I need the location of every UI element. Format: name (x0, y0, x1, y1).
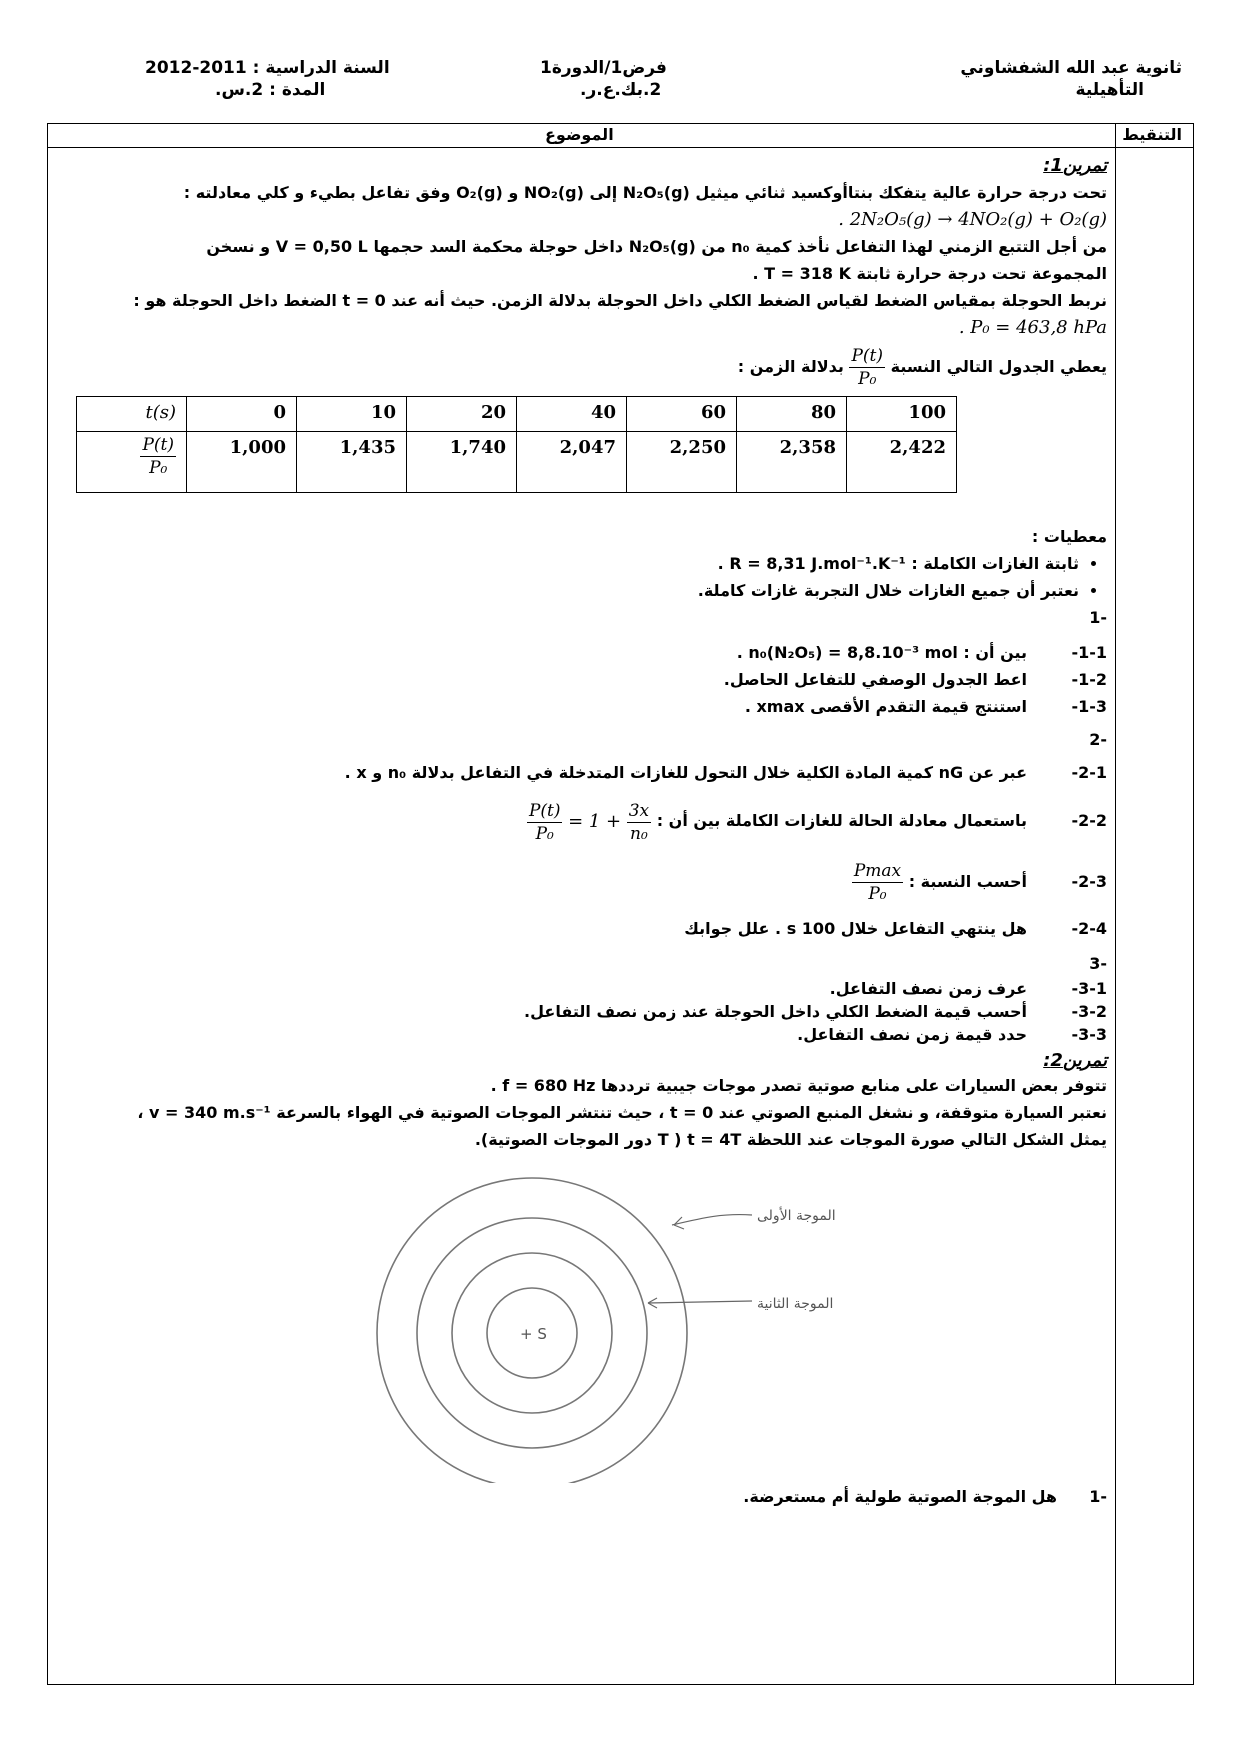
table-cell-ratio: 2,250 (627, 432, 737, 493)
table-cell-time: 0 (187, 397, 297, 432)
question-2-1: 2-1- عبر عن nG كمية المادة الكلية خلال التحول للغازات المتدخلة في التفاعل بدلالة n₀ و x . (344, 763, 1107, 782)
table-cell-ratio: 1,435 (297, 432, 407, 493)
ratio-fraction: $\frac{P(t)}{\text{P₀}}$ (851, 346, 884, 389)
question-2-2: 2-2- باستعمال معادلة الحالة للغازات الكاملة بين أن : $\frac{P(t)}{\text{P₀}}$ = 1 + $\frac{3x}{\text{n₀}}$ (52, 796, 1107, 847)
second-wave-pointer (648, 1301, 752, 1303)
state-equation-result: $\frac{P(t)}{\text{P₀}}$ = 1 + $\frac{3x}{\text{n₀}}$ (528, 800, 650, 844)
school-suffix: التأهيلية (1075, 80, 1144, 100)
question-3-3: 3-3- حدد قيمة زمن نصف التفاعل. (797, 1024, 1107, 1044)
initial-pressure: . P₀ = 463,8 hPa (958, 317, 1107, 338)
second-wave-label: الموجة الثانية (757, 1295, 834, 1312)
wavefront-figure (52, 1153, 1107, 1483)
header-row-divider (47, 147, 1193, 148)
exam-duration: المدة : 2.س. (215, 80, 326, 100)
first-wave-pointer (672, 1214, 752, 1224)
table-cell-ratio: 2,422 (847, 432, 957, 493)
exercise2-question-1: -1 هل الموجة الصوتية طولية أم مستعرضة. (743, 1486, 1107, 1506)
exercise1-pressure-intro: نربط الحوجلة بمقياس الضغط لقياس الضغط الكلي داخل الحوجلة بدلالة الزمن. حيث أنه عند t = 0 الضغط داخل الحوجلة هو : (133, 291, 1107, 310)
table-intro: يعطي الجدول التالي النسبة $\frac{P(t)}{\text{P₀}}$ بدلالة الزمن : (737, 346, 1107, 389)
exercise1-temperature: المجموعة تحت درجة حرارة ثابتة T = 318 K . (752, 264, 1107, 283)
exam-title: فرض1/الدورة1 (540, 58, 667, 78)
exercise1-intro: تحت درجة حرارة عالية يتفكك بنتاأوكسيد ثنائي ميثيل N₂O₅(g) إلى NO₂(g) و O₂(g) وفق تفاعل بطيء و كلي معادلته : (183, 183, 1107, 202)
exercise2-intro: تتوفر بعض السيارات على منابع صوتية تصدر موجات جيبية ترددها f = 680 Hz . (490, 1075, 1107, 1095)
table-header-time: t(s) (77, 397, 187, 432)
table-cell-ratio: 2,358 (737, 432, 847, 493)
table-cell-time: 40 (517, 397, 627, 432)
exercise1-setup: من أجل التتبع الزمني لهذا التفاعل نأخذ كمية n₀ من N₂O₅(g) داخل حوجلة محكمة السد حجمها V = 0,50 L و نسخن (206, 237, 1107, 256)
first-wave-label: الموجة الأولى (757, 1207, 836, 1224)
wavefront-diagram (52, 1153, 1107, 1483)
question-1-1: 1-1- بين أن : n₀(N₂O₅) = 8,8.10⁻³ mol . (736, 643, 1107, 662)
exercise2-setup: نعتبر السيارة متوقفة، و نشغل المنبع الصوتي عند t = 0 ، حيث تنتشر الموجات الصوتية في الهواء بالسرعة v = 340 m.s⁻¹ ، (137, 1102, 1107, 1122)
grading-column-header: التنقيط (1122, 125, 1182, 144)
table-cell-time: 20 (407, 397, 517, 432)
exercise1-title: تمرين1: (1043, 155, 1107, 176)
exercise2-figure-intro: يمثل الشكل التالي صورة الموجات عند اللحظة t = 4T ( T دور الموجات الصوتية). (474, 1129, 1107, 1149)
reaction-equation: . 2N₂O₅(g) → 4NO₂(g) + O₂(g) (838, 209, 1107, 230)
exercise2-title: تمرين2: (1043, 1049, 1107, 1071)
table-cell-time: 60 (627, 397, 737, 432)
school-name: ثانوية عبد الله الشفشاوني (960, 58, 1182, 78)
table-row-time (77, 397, 957, 432)
section2-label: -2 (1089, 730, 1107, 749)
givens-title: معطيات : (1031, 527, 1107, 546)
pressure-ratio-table (76, 396, 957, 493)
givens-list (52, 550, 1107, 604)
question-1-3: 1-3- استنتج قيمة التقدم الأقصى xmax . (744, 697, 1107, 716)
section1-label: -1 (1089, 608, 1107, 627)
source-label: + S (520, 1324, 547, 1343)
given-ideal-gases: • نعتبر أن جميع الغازات خلال التجربة غازات كاملة. (52, 577, 1079, 604)
table-cell-time: 100 (847, 397, 957, 432)
table-row-ratio (77, 432, 957, 493)
table-cell-ratio: 1,740 (407, 432, 517, 493)
exam-level: 2.بك.ع.ر. (580, 80, 662, 100)
exam-content (52, 152, 1107, 1510)
question-3-1: 3-1- عرف زمن نصف التفاعل. (829, 978, 1107, 998)
given-gas-constant: • ثابتة الغازات الكاملة : R = 8,31 J.mol⁻¹.K⁻¹ . (52, 550, 1079, 577)
question-3-2: 3-2- أحسب قيمة الضغط الكلي داخل الحوجلة عند زمن نصف التفاعل. (524, 1001, 1107, 1021)
table-cell-ratio: 2,047 (517, 432, 627, 493)
grading-column-divider (1115, 123, 1116, 1685)
section3-label: -3 (1089, 953, 1107, 973)
table-cell-time: 80 (737, 397, 847, 432)
question-2-3: 2-3- أحسب النسبة : $\frac{Pmax}{\text{P₀}}$ (853, 860, 1107, 904)
question-1-2: 1-2- اعط الجدول الوصفي للتفاعل الحاصل. (723, 670, 1107, 689)
table-header-ratio: $\frac{P(t)}{\text{P₀}}$ (77, 432, 187, 493)
subject-column-header: الموضوع (545, 125, 614, 144)
school-year: السنة الدراسية : 2011-2012 (145, 58, 390, 78)
table-cell-ratio: 1,000 (187, 432, 297, 493)
question-2-4: 2-4- هل ينتهي التفاعل خلال 100 s . علل جوابك (684, 918, 1107, 938)
table-cell-time: 10 (297, 397, 407, 432)
